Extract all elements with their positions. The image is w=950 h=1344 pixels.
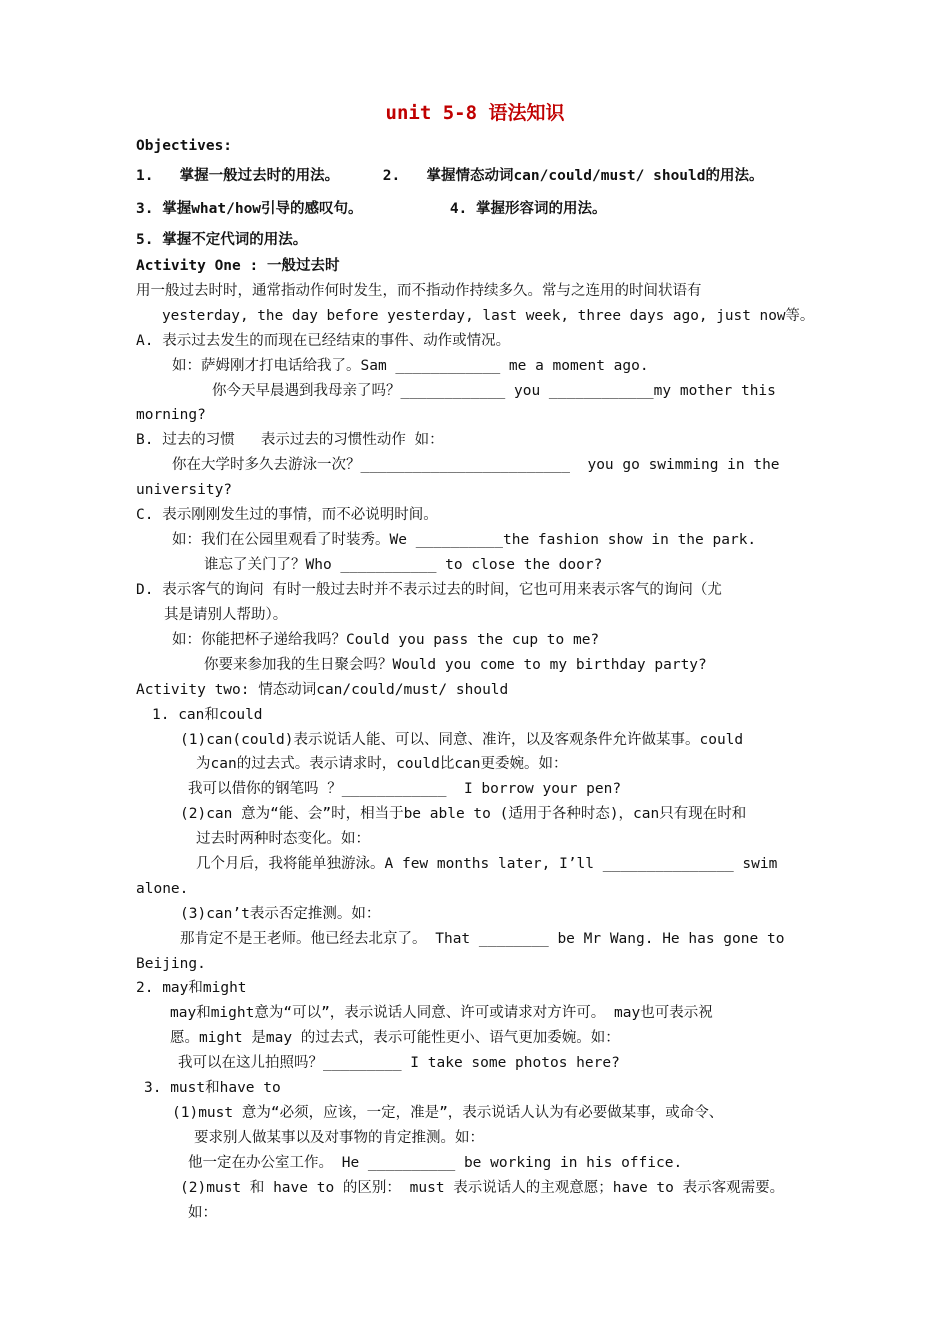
text-line: may和might意为“可以”，表示说话人同意、许可或请求对方许可。 may也可表示祝 xyxy=(170,1005,713,1021)
text-line: Objectives: xyxy=(136,138,233,154)
text-line: 如： xyxy=(188,1205,217,1221)
text-line: university? xyxy=(136,482,233,498)
text-line: C. 表示刚刚发生过的事情，而不必说明时间。 xyxy=(136,507,438,523)
text-line: 3. must和have to xyxy=(144,1080,281,1096)
text-line: (2)must 和 have to 的区别： must 表示说话人的主观意愿；have to 表示客观需要。 xyxy=(180,1180,785,1196)
text-line: 要求别人做某事以及对事物的肯定推测。如： xyxy=(194,1130,484,1146)
text-line: morning? xyxy=(136,407,206,423)
text-line: B. 过去的习惯 表示过去的习惯性动作 如： xyxy=(136,432,444,448)
text-line: 你要来参加我的生日聚会吗？Would you come to my birthday party? xyxy=(204,657,707,673)
text-line: D. 表示客气的询问 有时一般过去时并不表示过去的时间，它也可用来表示客气的询问（尤 xyxy=(136,582,722,598)
text-line: 我可以在这儿拍照吗？_________ I take some photos here? xyxy=(178,1055,620,1071)
text-line: (2)can 意为“能、会”时，相当于be able to (适用于各种时态)，can只有现在时和 xyxy=(180,806,747,822)
text-line: (1)can(could)表示说话人能、可以、同意、准许，以及客观条件允许做某事。could xyxy=(180,732,744,748)
text-line: 那肯定不是王老师。他已经去北京了。 That ________ be Mr Wang. He has gone to xyxy=(180,931,785,947)
text-line: 过去时两种时态变化。如： xyxy=(196,831,370,847)
text-line: 1. 掌握一般过去时的用法。 2. 掌握情态动词can/could/must/ should的用法。 xyxy=(136,168,764,184)
text-line: 谁忘了关门了？Who ___________ to close the door? xyxy=(204,557,603,573)
text-line: Activity two: 情态动词can/could/must/ should xyxy=(136,682,509,698)
text-line: (1)must 意为“必须，应该，一定，准是”，表示说话人认为有必要做某事，或命令、 xyxy=(172,1105,724,1121)
text-line: 用一般过去时时，通常指动作何时发生，而不指动作持续多久。常与之连用的时间状语有 xyxy=(136,283,702,299)
text-line: 愿。might 是may 的过去式，表示可能性更小、语气更加委婉。如： xyxy=(170,1030,620,1046)
text-line: 3. 掌握what/how引导的感叹句。 4. 掌握形容词的用法。 xyxy=(136,201,607,217)
text-line: alone. xyxy=(136,881,189,897)
text-line: 1. can和could xyxy=(152,707,263,723)
text-line: 5. 掌握不定代词的用法。 xyxy=(136,232,308,248)
text-line: 我可以借你的钢笔吗 ？____________ I borrow your pen? xyxy=(188,781,622,797)
text-line: (3)can’t表示否定推测。如： xyxy=(180,906,381,922)
text-line: 为can的过去式。表示请求时，could比can更委婉。如： xyxy=(196,756,568,772)
text-line: 如：萨姆刚才打电话给我了。Sam ____________ me a moment ago. xyxy=(172,358,649,374)
text-line: 如：你能把杯子递给我吗？Could you pass the cup to me? xyxy=(172,632,600,648)
text-line: 2. may和might xyxy=(136,980,247,996)
text-line: Beijing. xyxy=(136,956,206,972)
document-title: unit 5-8 语法知识 xyxy=(385,102,565,124)
text-line: A. 表示过去发生的而现在已经结束的事件、动作或情况。 xyxy=(136,333,511,349)
text-line: 他一定在办公室工作。 He __________ be working in his office. xyxy=(188,1155,683,1171)
text-line: 几个月后，我将能单独游泳。A few months later, I’ll _______________ swim xyxy=(196,856,778,872)
text-line: 如：我们在公园里观看了时装秀。We __________the fashion show in the park. xyxy=(172,532,757,548)
text-line: 你在大学时多久去游泳一次？________________________ you go swimming in the xyxy=(172,457,780,473)
text-line: Activity One : 一般过去时 xyxy=(136,258,340,274)
text-line: 你今天早晨遇到我母亲了吗？____________ you ____________my mother this xyxy=(212,383,776,399)
text-line: yesterday, the day before yesterday, last week, three days ago, just now等。 xyxy=(162,308,815,324)
text-line: 其是请别人帮助）。 xyxy=(164,607,288,623)
